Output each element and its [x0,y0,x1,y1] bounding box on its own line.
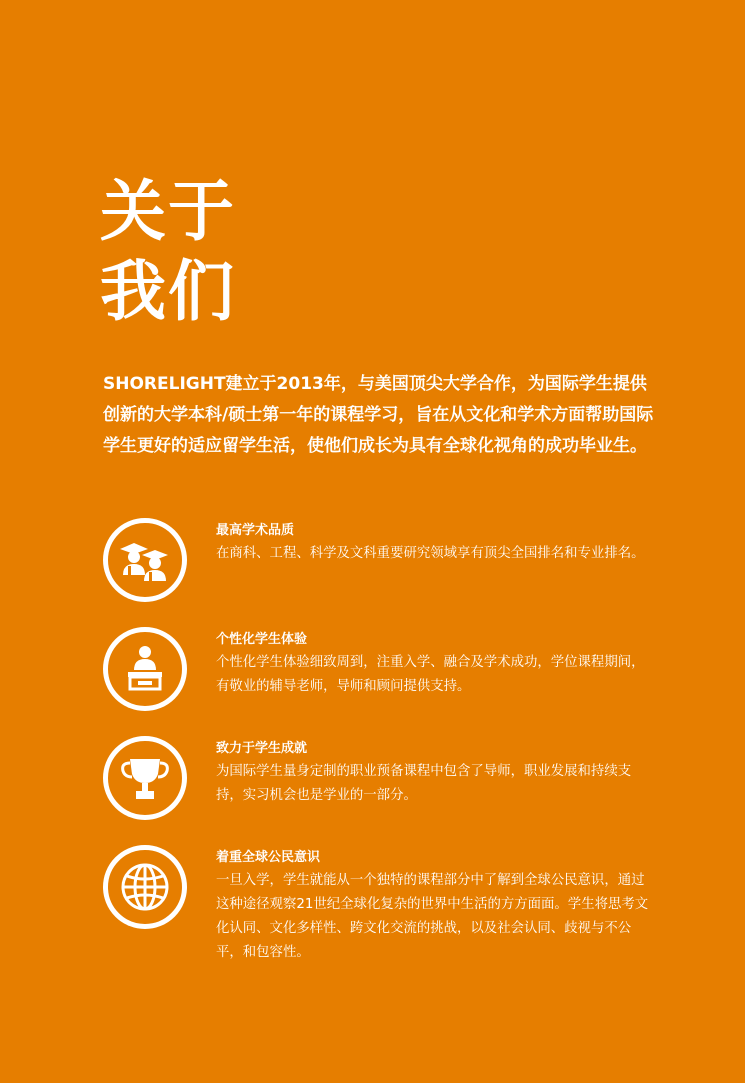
feature-student-achievement [103,736,663,826]
page-title [100,172,236,332]
intro-paragraph: SHORELIGHT建立于2013年，与美国顶尖大学合作，为国际学生提供创新的大学本科/硕士第一年的课程学习，旨在从文化和学术方面帮助国际学生更好的适应留学生活，使他们成长为具有全球化视角的成功毕业生。 [103,374,654,456]
feature-description: 为国际学生量身定制的职业预备课程中包含了导师，职业发展和持续支持，实习机会也是学业的一部分。 [216,764,632,803]
feature-title: 个性化学生体验 [216,632,308,647]
teacher-desk-icon [103,627,187,711]
title-line-2: 我们 [100,253,236,330]
feature-title: 最高学术品质 [216,523,295,538]
feature-title: 着重全球公民意识 [216,850,321,865]
feature-description: 一旦入学，学生就能从一个独特的课程部分中了解到全球公民意识，通过这种途径观察21世纪全球化复杂的世界中生活的方方面面。学生将思考文化认同、文化多样性、跨文化交流的挑战，以及社会认同、歧视与不公平，和包容性。 [216,873,649,960]
feature-description: 在商科、工程、科学及文科重要研究领域享有顶尖全国排名和专业排名。 [216,546,645,561]
feature-academic-quality [103,518,663,608]
title-line-1: 关于 [100,173,236,250]
feature-description: 个性化学生体验细致周到，注重入学、融合及学术成功，学位课程期间，有敬业的辅导老师，导师和顾问提供支持。 [216,655,645,694]
globe-icon [103,845,187,929]
feature-personalized-experience [103,627,663,717]
trophy-icon [103,736,187,820]
feature-title: 致力于学生成就 [216,741,308,756]
feature-global-citizenship [103,845,663,960]
graduates-icon [103,518,187,602]
